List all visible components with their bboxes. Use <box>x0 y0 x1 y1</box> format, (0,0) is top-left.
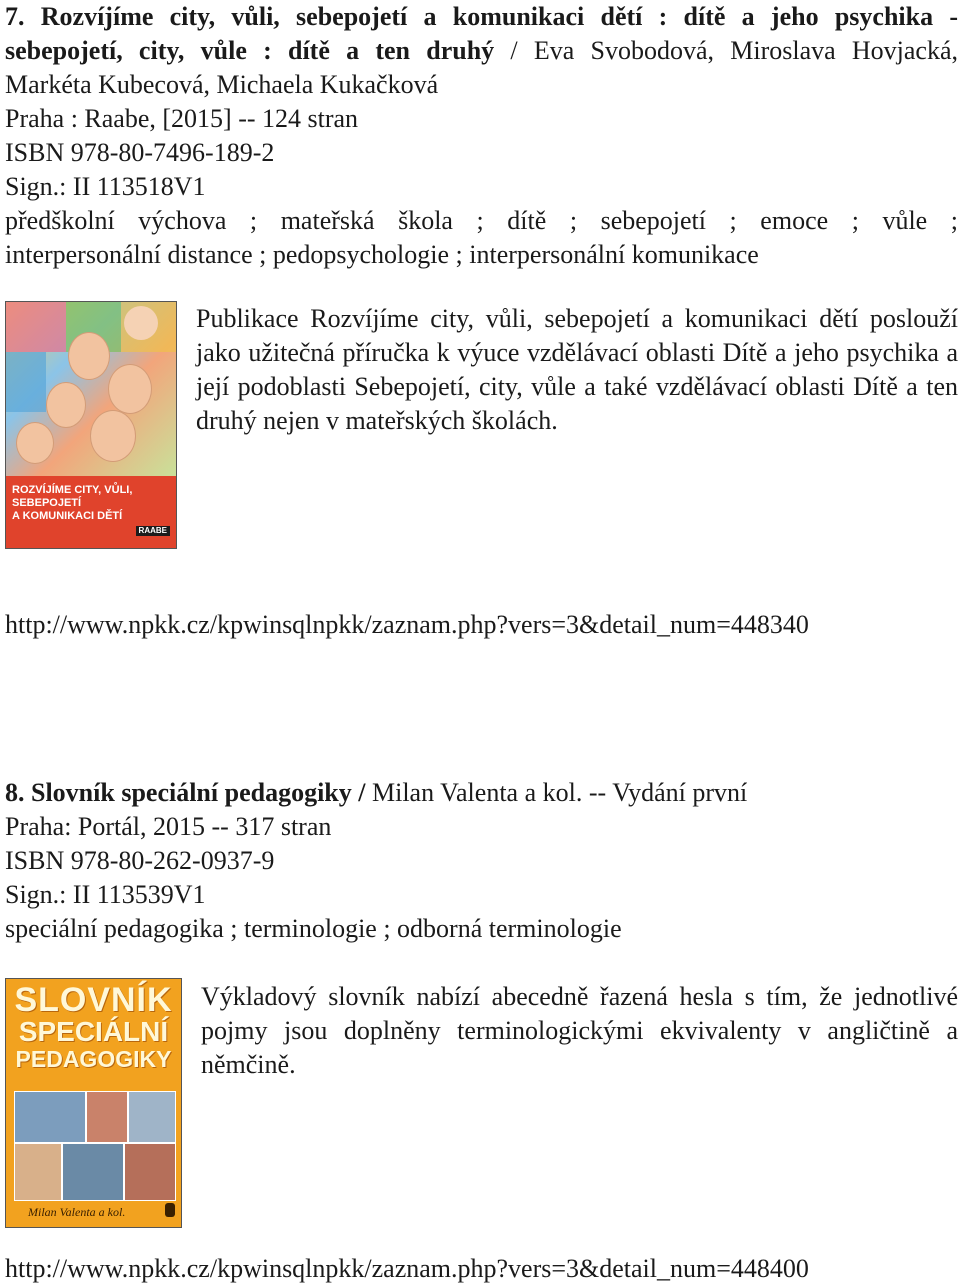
cover-title: ROZVÍJÍME CITY, VŮLI, SEBEPOJETÍ A KOMUNIKACI DĚTÍ <box>12 484 133 522</box>
entry-keywords: předškolní výchova ; mateřská škola ; dítě ; sebepojetí ; emoce ; vůle ; <box>5 206 958 235</box>
entry-8 <box>5 776 958 946</box>
entry-authors: Milan Valenta a kol. -- Vydání první <box>365 778 748 807</box>
cover-photo-collage <box>14 1091 174 1201</box>
cover-author: Milan Valenta a kol. <box>28 1205 126 1219</box>
entry-title: Slovník speciální pedagogiky / <box>31 778 366 807</box>
entry-authors: / Eva Svobodová, Miroslava Hovjacká, <box>494 36 959 65</box>
entry-title: Rozvíjíme city, vůli, sebepojetí a komunikaci dětí : dítě a jeho psychika - <box>40 2 959 31</box>
entry-number: 8. <box>5 778 25 807</box>
entry-isbn: ISBN 978-80-262-0937-9 <box>5 846 275 875</box>
entry-signature: Sign.: II 113539V1 <box>5 880 206 909</box>
entry-isbn: ISBN 978-80-7496-189-2 <box>5 138 275 167</box>
entry-publisher: Praha : Raabe, [2015] -- 124 stran <box>5 104 359 133</box>
entry-7 <box>5 0 958 272</box>
entry-signature: Sign.: II 113518V1 <box>5 172 206 201</box>
cover-title: SLOVNÍK SPECIÁLNÍ PEDAGOGIKY <box>14 981 173 1072</box>
entry-authors-continued: Markéta Kubecová, Michaela Kukačková <box>5 70 439 99</box>
entry-publisher: Praha: Portál, 2015 -- 317 stran <box>5 812 332 841</box>
book-cover-image <box>5 301 177 549</box>
cover-photo-children <box>6 302 176 476</box>
entry-title-line <box>5 34 958 68</box>
publisher-logo-icon <box>165 1203 175 1217</box>
entry-url-link[interactable]: http://www.npkk.cz/kpwinsqlnpkk/zaznam.php?vers=3&detail_num=448340 <box>5 610 809 639</box>
entry-subtitle: sebepojetí, city, vůle : dítě a ten druhý <box>5 36 495 65</box>
entry-url-link[interactable]: http://www.npkk.cz/kpwinsqlnpkk/zaznam.php?vers=3&detail_num=448400 <box>5 1254 809 1283</box>
entry-keywords-continued: interpersonální distance ; pedopsychologie ; interpersonální komunikace <box>5 240 759 269</box>
entry-number: 7. <box>5 2 25 31</box>
publisher-logo: RAABE <box>136 526 170 536</box>
entry-keywords: speciální pedagogika ; terminologie ; odborná terminologie <box>5 914 622 943</box>
entry-title-line <box>5 0 958 34</box>
book-cover-image <box>5 978 182 1228</box>
entry-title-line <box>5 776 958 810</box>
entry-abstract: Výkladový slovník nabízí abecedně řazená hesla s tím, že jednotlivé pojmy jsou doplněny terminologickými ekvivalenty v angličtině a němčině. <box>201 982 958 1079</box>
entry-abstract: Publikace Rozvíjíme city, vůli, sebepojetí a komunikaci dětí poslouží jako užitečná příručka k výuce vzdělávací oblasti Dítě a jeho psychika a její podoblasti Sebepojetí, city, vůle a také vzdělávací oblasti Dítě a ten druhý nejen v mateřských školách. <box>196 304 958 435</box>
